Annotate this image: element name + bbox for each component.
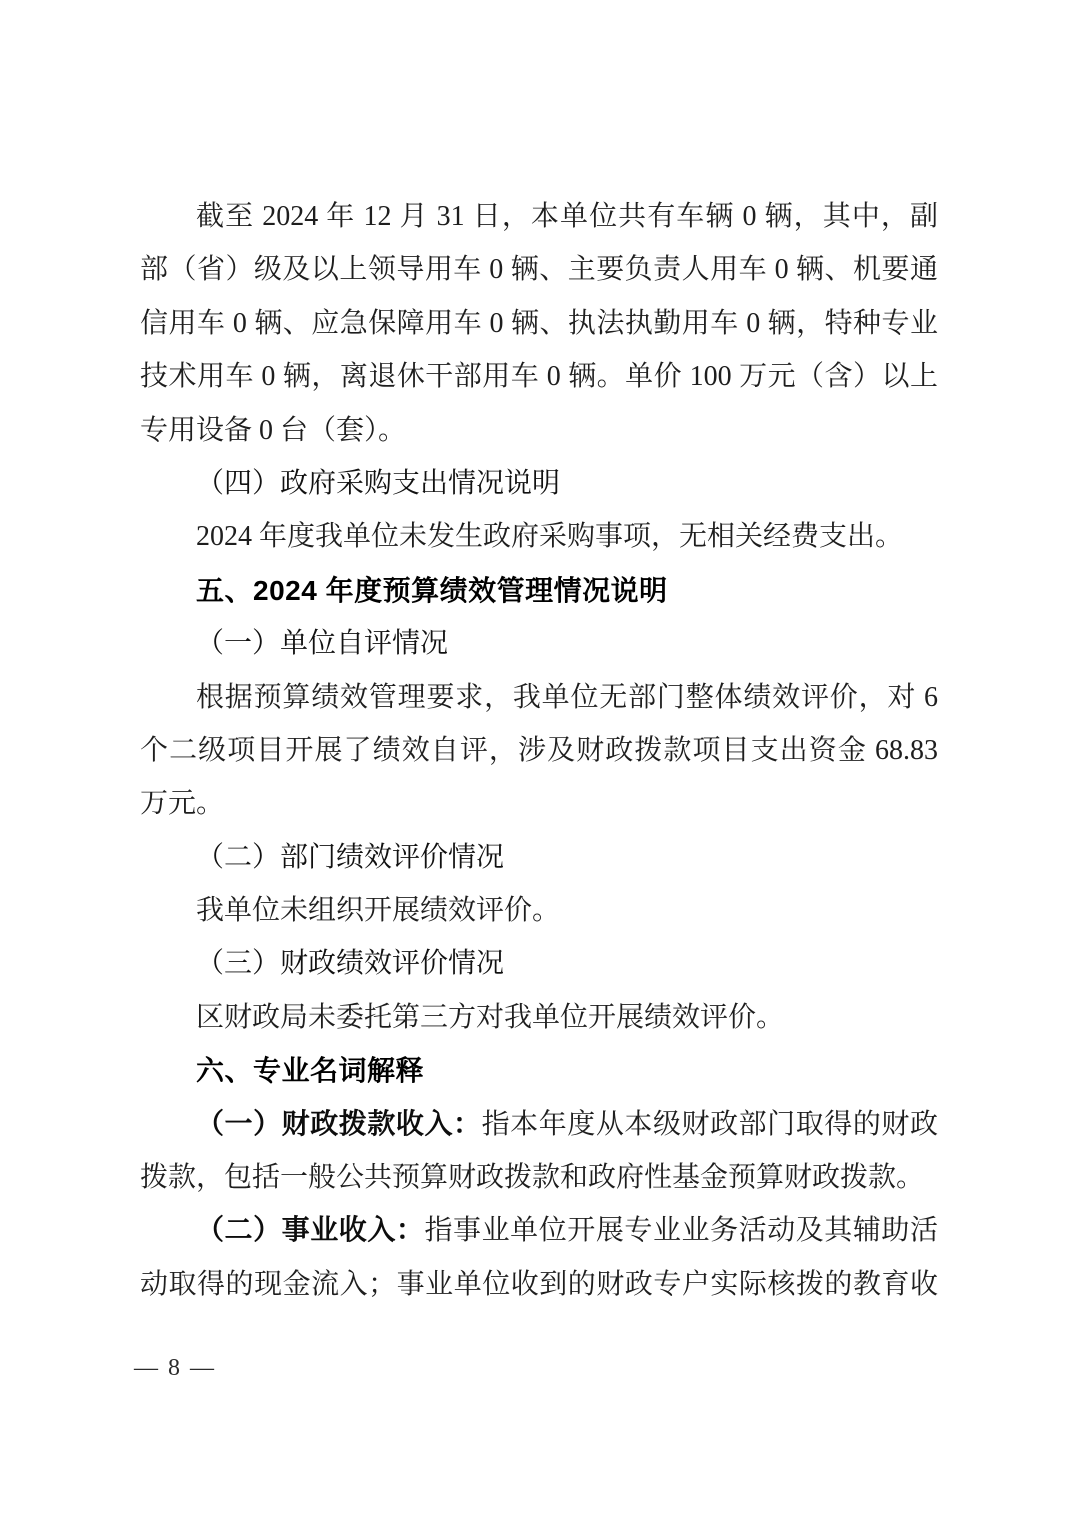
text-line [140,1204,938,1257]
text-line: 个二级项目开展了绩效自评，涉及财政拨款项目支出资金 68.83 [140,734,938,766]
heading [140,564,938,617]
text-line: 我单位未组织开展绩效评价。 [196,895,561,927]
term-definition-text: 指事业单位开展专业业务活动及其辅助活 [424,1215,938,1247]
heading [140,457,938,510]
text-line: 万元。 [140,788,225,820]
text-line: （一）单位自评情况 [196,628,449,660]
text-line: 信用车 0 辆、应急保障用车 0 辆、执法执勤用车 0 辆，特种专业 [140,307,938,339]
text-line: 部（省）级及以上领导用车 0 辆、主要负责人用车 0 辆、机要通 [140,254,938,286]
paragraph [140,1098,938,1205]
text-line [140,1098,938,1151]
paragraph [140,510,938,563]
text-block [140,190,938,1311]
text-line: 专用设备 0 台（套）。 [140,414,407,446]
heading [140,937,938,990]
paragraph [140,190,938,457]
term-definition-text: 指本年度从本级财政部门取得的财政 [481,1108,938,1140]
heading [140,617,938,670]
text-line: 技术用车 0 辆，离退休干部用车 0 辆。单价 100 万元（含）以上 [140,361,938,393]
text-line: 区财政局未委托第三方对我单位开展绩效评价。 [196,1001,785,1033]
heading [140,1044,938,1097]
heading [140,831,938,884]
text-line: 拨款，包括一般公共预算财政拨款和政府性基金预算财政拨款。 [140,1162,925,1194]
term-label: （一）财政拨款收入： [196,1108,482,1140]
paragraph [140,991,938,1044]
paragraph [140,671,938,831]
text-line: （二）部门绩效评价情况 [196,841,505,873]
text-line: 根据预算绩效管理要求，我单位无部门整体绩效评价，对 6 [196,681,938,713]
paragraph [140,1204,938,1311]
text-line: （四）政府采购支出情况说明 [196,467,561,499]
text-line: 动取得的现金流入；事业单位收到的财政专户实际核拨的教育收 [140,1268,938,1300]
page-number: — 8 — [134,1355,216,1381]
text-line: 六、专业名词解释 [196,1055,425,1087]
term-label: （二）事业收入： [196,1215,425,1247]
text-line: 2024 年度我单位未发生政府采购事项，无相关经费支出。 [196,521,904,553]
paragraph [140,884,938,937]
text-line: 五、2024 年度预算绩效管理情况说明 [196,574,668,606]
text-line: 截至 2024 年 12 月 31 日，本单位共有车辆 0 辆，其中，副 [196,201,938,232]
text-line: （三）财政绩效评价情况 [196,948,505,980]
